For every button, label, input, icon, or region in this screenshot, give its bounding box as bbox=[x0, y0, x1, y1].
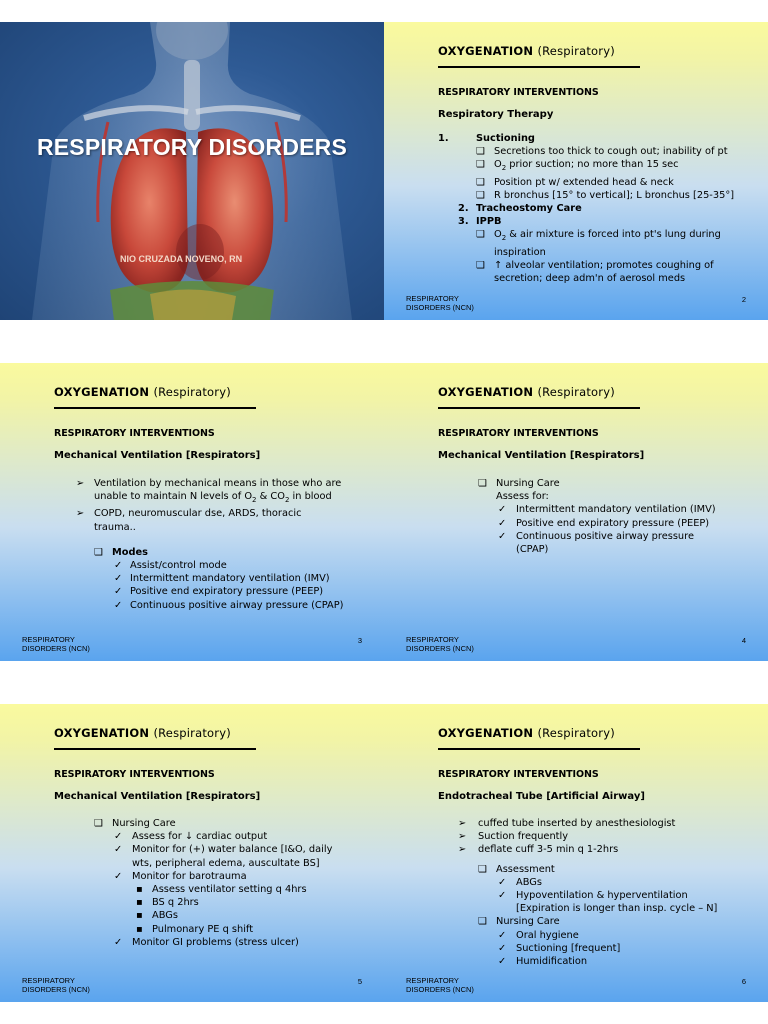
section-heading: RESPIRATORY INTERVENTIONS bbox=[54, 769, 215, 780]
square-bullet-icon: ▪ bbox=[136, 923, 143, 935]
slide-2 bbox=[384, 22, 768, 320]
item-text: R bronchus [15° to vertical]; L bronchus [25-35°] bbox=[494, 189, 735, 201]
check-bullet-icon: ✓ bbox=[498, 929, 507, 941]
list-item-continued bbox=[54, 521, 370, 534]
heading-main: OXYGENATION bbox=[54, 726, 150, 740]
square-bullet-icon: ▪ bbox=[136, 910, 143, 922]
arrow-bullet-icon: ➢ bbox=[76, 508, 85, 520]
list-item bbox=[438, 145, 754, 158]
list-item bbox=[438, 915, 754, 928]
item-text: Intermittent mandatory ventilation (IMV) bbox=[516, 504, 716, 516]
subscript: 2 bbox=[501, 164, 507, 173]
slide-4 bbox=[384, 363, 768, 661]
item-text: O bbox=[494, 229, 502, 241]
heading-underline bbox=[438, 748, 640, 750]
slide-number: 4 bbox=[741, 636, 746, 645]
presentation-author: NIO CRUZADA NOVENO, RN bbox=[120, 254, 243, 264]
item-label: Nursing Care bbox=[496, 478, 560, 489]
item-text: ABGs bbox=[152, 910, 178, 922]
footer-line: DISORDERS (NCN) bbox=[22, 644, 90, 653]
checkbox-bullet-icon: ❑ bbox=[476, 259, 485, 271]
item-label: Tracheostomy Care bbox=[476, 202, 582, 214]
list-item bbox=[438, 830, 754, 843]
check-bullet-icon: ✓ bbox=[114, 844, 123, 856]
section-heading: RESPIRATORY INTERVENTIONS bbox=[54, 428, 215, 439]
slide-heading bbox=[438, 385, 615, 399]
item-label: Assessment bbox=[496, 863, 555, 875]
list-item bbox=[54, 870, 370, 883]
checkbox-bullet-icon: ❑ bbox=[94, 546, 103, 558]
checkbox-bullet-icon: ❑ bbox=[476, 229, 485, 241]
heading-paren: (Respiratory) bbox=[537, 385, 615, 399]
list-item bbox=[438, 132, 754, 145]
item-text: [Expiration is longer than insp. cycle – N] bbox=[516, 903, 718, 915]
section-heading: RESPIRATORY INTERVENTIONS bbox=[438, 769, 599, 780]
footer-line: RESPIRATORY bbox=[22, 976, 75, 985]
heading-main: OXYGENATION bbox=[438, 385, 534, 399]
item-text: secretion; deep adm'n of aerosol meds bbox=[494, 272, 686, 284]
slide-subtitle: Mechanical Ventilation [Respirators] bbox=[54, 450, 261, 461]
list-item bbox=[438, 503, 754, 516]
slide-body bbox=[438, 132, 754, 285]
list-item bbox=[54, 599, 370, 612]
arrow-bullet-icon: ➢ bbox=[458, 818, 467, 829]
list-item bbox=[54, 830, 370, 843]
item-text: & air mixture is forced into pt's lung during bbox=[506, 229, 721, 241]
list-item bbox=[438, 259, 754, 272]
checkbox-bullet-icon: ❑ bbox=[478, 863, 487, 875]
item-text: ABGs bbox=[516, 876, 542, 888]
item-text: Pulmonary PE q shift bbox=[152, 923, 254, 935]
checkbox-bullet-icon: ❑ bbox=[478, 916, 487, 928]
list-item-continued bbox=[54, 857, 370, 870]
item-label: Nursing Care bbox=[496, 916, 560, 928]
list-item bbox=[438, 228, 754, 245]
square-bullet-icon: ▪ bbox=[136, 884, 143, 896]
subscript: 2 bbox=[501, 234, 507, 243]
item-text: Positive end expiratory pressure (PEEP) bbox=[130, 586, 324, 598]
footer-line: DISORDERS (NCN) bbox=[406, 303, 474, 312]
check-bullet-icon: ✓ bbox=[114, 559, 123, 571]
list-item bbox=[54, 559, 370, 572]
checkbox-bullet-icon: ❑ bbox=[476, 189, 485, 201]
arrow-bullet-icon: ➢ bbox=[458, 844, 467, 856]
list-item bbox=[54, 923, 370, 936]
slide-heading bbox=[438, 726, 615, 740]
item-text: Assess for: bbox=[496, 491, 549, 503]
item-text: Position pt w/ extended head & neck bbox=[494, 176, 674, 188]
list-item bbox=[438, 955, 754, 968]
list-item-continued bbox=[438, 490, 754, 503]
presentation-title: RESPIRATORY DISORDERS bbox=[36, 134, 348, 160]
slide-heading bbox=[54, 385, 231, 399]
slide-footer bbox=[22, 976, 90, 994]
slide-heading bbox=[54, 726, 231, 740]
item-text: cuffed tube inserted by anesthesiologist bbox=[478, 818, 676, 829]
list-item bbox=[54, 572, 370, 585]
item-text: Assess ventilator setting q 4hrs bbox=[152, 884, 307, 896]
list-item bbox=[438, 477, 754, 490]
list-item bbox=[438, 158, 754, 175]
item-text: & CO bbox=[256, 491, 285, 503]
item-text: in blood bbox=[289, 491, 332, 503]
footer-line: DISORDERS (NCN) bbox=[406, 985, 474, 994]
slide-body bbox=[54, 477, 370, 612]
item-label: Modes bbox=[112, 546, 148, 558]
slide-number: 5 bbox=[357, 977, 362, 986]
list-item bbox=[438, 176, 754, 189]
item-text: COPD, neuromuscular dse, ARDS, thoracic bbox=[94, 508, 302, 520]
check-bullet-icon: ✓ bbox=[498, 876, 507, 888]
item-text: Suctioning [frequent] bbox=[516, 942, 621, 954]
slide-3 bbox=[0, 363, 384, 661]
list-item bbox=[54, 585, 370, 598]
list-item bbox=[438, 843, 754, 856]
check-bullet-icon: ✓ bbox=[498, 942, 507, 954]
footer-line: DISORDERS (NCN) bbox=[22, 985, 90, 994]
list-item bbox=[54, 883, 370, 896]
list-item bbox=[54, 936, 370, 949]
list-item bbox=[54, 507, 370, 520]
check-bullet-icon: ✓ bbox=[114, 870, 123, 882]
item-text: Monitor for (+) water balance [I&O, daily bbox=[132, 844, 333, 856]
slide-number: 3 bbox=[357, 636, 362, 645]
list-item-continued bbox=[438, 272, 754, 285]
check-bullet-icon: ✓ bbox=[498, 956, 507, 968]
square-bullet-icon: ▪ bbox=[136, 897, 143, 909]
slide-footer bbox=[406, 635, 474, 653]
heading-main: OXYGENATION bbox=[54, 385, 150, 399]
item-text: Hypoventilation & hyperventilation bbox=[516, 890, 688, 902]
list-item bbox=[438, 530, 754, 543]
arrow-bullet-icon: ➢ bbox=[458, 831, 467, 843]
checkbox-bullet-icon: ❑ bbox=[476, 146, 485, 158]
slide-subtitle: Respiratory Therapy bbox=[438, 109, 554, 120]
item-text: Assess for ↓ cardiac output bbox=[132, 831, 268, 843]
list-item bbox=[438, 876, 754, 889]
check-bullet-icon: ✓ bbox=[114, 599, 123, 611]
list-item bbox=[54, 817, 370, 830]
heading-underline bbox=[438, 66, 640, 68]
slide-number: 6 bbox=[741, 977, 746, 986]
check-bullet-icon: ✓ bbox=[114, 831, 123, 843]
checkbox-bullet-icon: ❑ bbox=[94, 818, 103, 829]
item-text: Monitor GI problems (stress ulcer) bbox=[132, 936, 299, 948]
checkbox-bullet-icon: ❑ bbox=[476, 176, 485, 188]
slide-subtitle: Endotracheal Tube [Artificial Airway] bbox=[438, 791, 645, 802]
heading-underline bbox=[54, 748, 256, 750]
anatomy-lungs-illustration bbox=[0, 22, 384, 320]
footer-line: RESPIRATORY bbox=[22, 635, 75, 644]
item-number: 1. bbox=[438, 133, 449, 144]
section-heading: RESPIRATORY INTERVENTIONS bbox=[438, 428, 599, 439]
list-item bbox=[438, 929, 754, 942]
heading-paren: (Respiratory) bbox=[537, 726, 615, 740]
slide-6 bbox=[384, 704, 768, 1002]
item-text: Intermittent mandatory ventilation (IMV) bbox=[130, 573, 330, 585]
item-text: wts, peripheral edema, auscultate BS] bbox=[132, 857, 320, 869]
list-item bbox=[54, 546, 370, 559]
check-bullet-icon: ✓ bbox=[114, 573, 123, 585]
list-item-continued bbox=[54, 490, 370, 507]
list-item bbox=[54, 477, 370, 490]
check-bullet-icon: ✓ bbox=[498, 517, 507, 529]
heading-main: OXYGENATION bbox=[438, 726, 534, 740]
list-item bbox=[54, 843, 370, 856]
item-label: IPPB bbox=[476, 216, 502, 228]
slide-number: 2 bbox=[741, 295, 746, 304]
item-text: Continuous positive airway pressure (CPAP) bbox=[130, 599, 344, 611]
footer-line: RESPIRATORY bbox=[406, 294, 459, 303]
item-text: Suction frequently bbox=[478, 831, 569, 843]
slide-footer bbox=[406, 294, 474, 312]
heading-underline bbox=[438, 407, 640, 409]
item-text: Oral hygiene bbox=[516, 929, 579, 941]
checkbox-bullet-icon: ❑ bbox=[478, 478, 487, 489]
item-text: prior suction; no more than 15 sec bbox=[506, 159, 679, 171]
subscript: 2 bbox=[252, 496, 257, 505]
item-text: Continuous positive airway pressure bbox=[516, 530, 694, 542]
item-text: (CPAP) bbox=[516, 544, 549, 556]
slide-footer bbox=[22, 635, 90, 653]
heading-main: OXYGENATION bbox=[438, 44, 534, 58]
slide-footer bbox=[406, 976, 474, 994]
footer-line: DISORDERS (NCN) bbox=[406, 644, 474, 653]
heading-underline bbox=[54, 407, 256, 409]
subscript: 2 bbox=[284, 496, 290, 505]
section-heading: RESPIRATORY INTERVENTIONS bbox=[438, 87, 599, 98]
check-bullet-icon: ✓ bbox=[114, 586, 123, 598]
item-text: deflate cuff 3-5 min q 1-2hrs bbox=[478, 844, 619, 856]
slide-title bbox=[0, 22, 384, 320]
item-text: Assist/control mode bbox=[130, 559, 227, 571]
slide-body bbox=[54, 817, 370, 949]
list-item bbox=[438, 189, 754, 202]
slide-heading bbox=[438, 44, 615, 58]
list-item bbox=[438, 889, 754, 902]
item-text: Humidification bbox=[516, 956, 588, 968]
item-text: unable to maintain N levels of O bbox=[94, 491, 253, 503]
heading-paren: (Respiratory) bbox=[153, 726, 231, 740]
check-bullet-icon: ✓ bbox=[498, 530, 507, 542]
item-text: Ventilation by mechanical means in those who are bbox=[94, 478, 342, 489]
list-item bbox=[438, 215, 754, 228]
slide-subtitle: Mechanical Ventilation [Respirators] bbox=[54, 791, 261, 802]
item-label: Suctioning bbox=[476, 133, 535, 144]
item-text: BS q 2hrs bbox=[152, 897, 199, 909]
item-number: 3. bbox=[458, 216, 469, 228]
heading-paren: (Respiratory) bbox=[537, 44, 615, 58]
list-item bbox=[438, 202, 754, 215]
check-bullet-icon: ✓ bbox=[498, 890, 507, 902]
check-bullet-icon: ✓ bbox=[498, 504, 507, 516]
list-item bbox=[54, 909, 370, 922]
list-item bbox=[438, 517, 754, 530]
item-text: trauma.. bbox=[94, 521, 136, 533]
list-item bbox=[54, 896, 370, 909]
heading-paren: (Respiratory) bbox=[153, 385, 231, 399]
item-text: O bbox=[494, 159, 502, 171]
list-item-continued bbox=[438, 902, 754, 915]
arrow-bullet-icon: ➢ bbox=[76, 478, 85, 489]
list-item bbox=[438, 817, 754, 830]
item-text: Positive end expiratory pressure (PEEP) bbox=[516, 517, 710, 529]
slide-5 bbox=[0, 704, 384, 1002]
slide-body bbox=[438, 817, 754, 968]
slide-body bbox=[438, 477, 754, 556]
checkbox-bullet-icon: ❑ bbox=[476, 159, 485, 171]
list-item bbox=[438, 942, 754, 955]
list-item-continued bbox=[438, 543, 754, 556]
item-text: Secretions too thick to cough out; inability of pt bbox=[494, 146, 728, 158]
slide-subtitle: Mechanical Ventilation [Respirators] bbox=[438, 450, 645, 461]
footer-line: RESPIRATORY bbox=[406, 976, 459, 985]
item-text: inspiration bbox=[494, 246, 546, 258]
list-item-continued bbox=[438, 246, 754, 259]
item-text: Monitor for barotrauma bbox=[132, 870, 247, 882]
footer-line: RESPIRATORY bbox=[406, 635, 459, 644]
list-item bbox=[438, 863, 754, 876]
item-text: ↑ alveolar ventilation; promotes coughing of bbox=[494, 259, 714, 271]
check-bullet-icon: ✓ bbox=[114, 936, 123, 948]
item-label: Nursing Care bbox=[112, 818, 176, 829]
item-number: 2. bbox=[458, 202, 469, 214]
